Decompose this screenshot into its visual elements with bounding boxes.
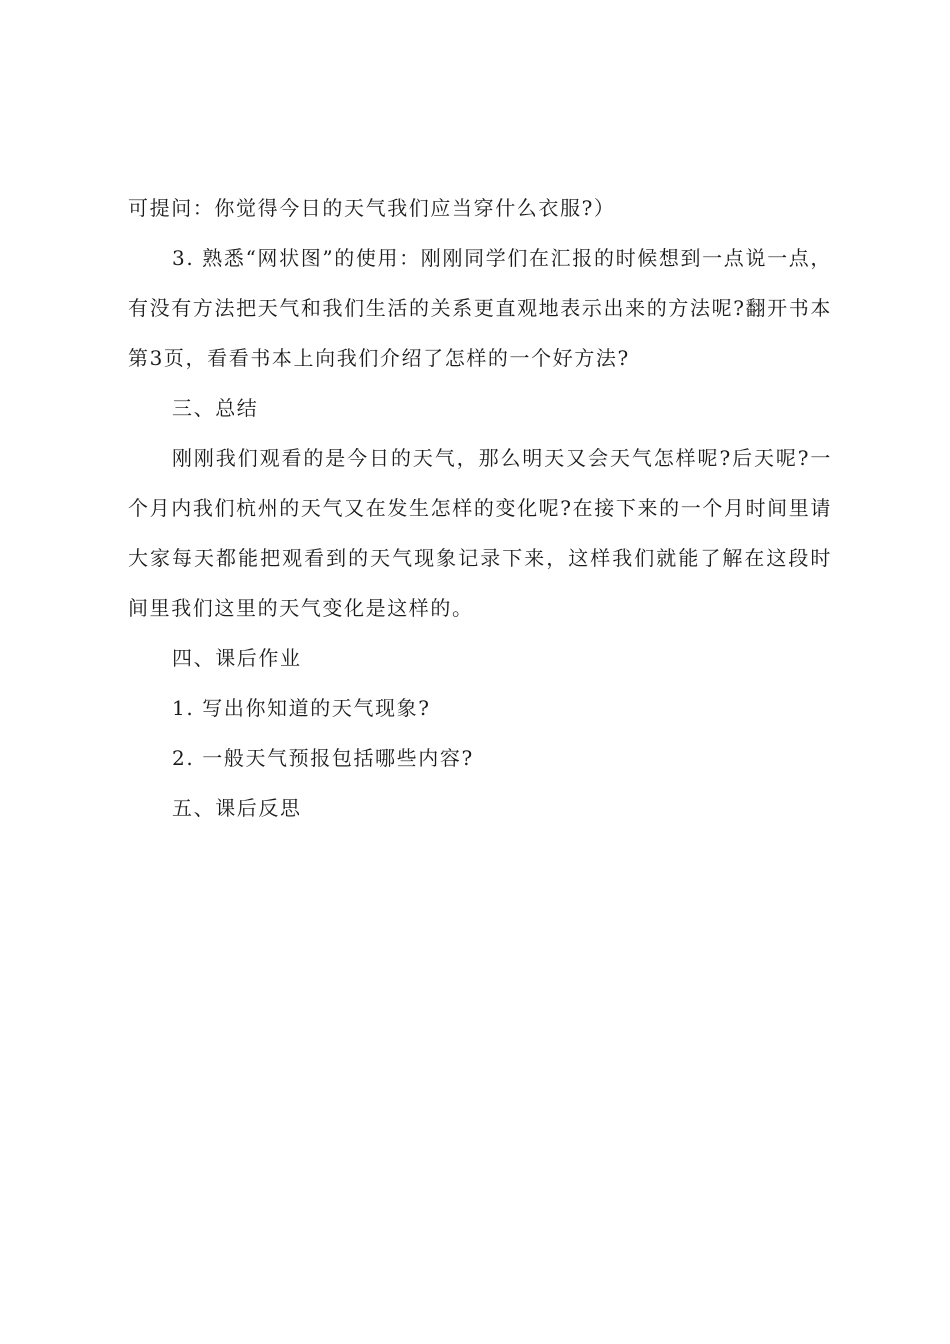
heading-homework: 四、课后作业 — [172, 646, 302, 670]
homework-item-1: 1. 写出你知道的天气现象? — [172, 696, 431, 720]
homework-item-2: 2. 一般天气预报包括哪些内容? — [172, 746, 474, 770]
paragraph-question-clothing: 可提问：你觉得今日的天气我们应当穿什么衣服?） — [128, 196, 616, 220]
heading-reflection: 五、课后反思 — [172, 796, 302, 820]
paragraph-summary: 刚刚我们观看的是今日的天气，那么明天又会天气怎样呢?后天呢?一个月内我们杭州的天气又在发生怎样的变化呢?在接下来的一个月时间里请大家每天都能把观看到的天气现象记录下来，这样我们就能了解在这段时间里我们这里的天气变化是这样的。 — [128, 446, 832, 620]
paragraph-network-diagram: 3. 熟悉“网状图”的使用：刚刚同学们在汇报的时候想到一点说一点，有没有方法把天气和我们生活的关系更直观地表示出来的方法呢?翻开书本第3页，看看书本上向我们介绍了怎样的一个好方法? — [128, 246, 832, 370]
heading-summary: 三、总结 — [172, 396, 259, 420]
document-body — [128, 183, 832, 833]
